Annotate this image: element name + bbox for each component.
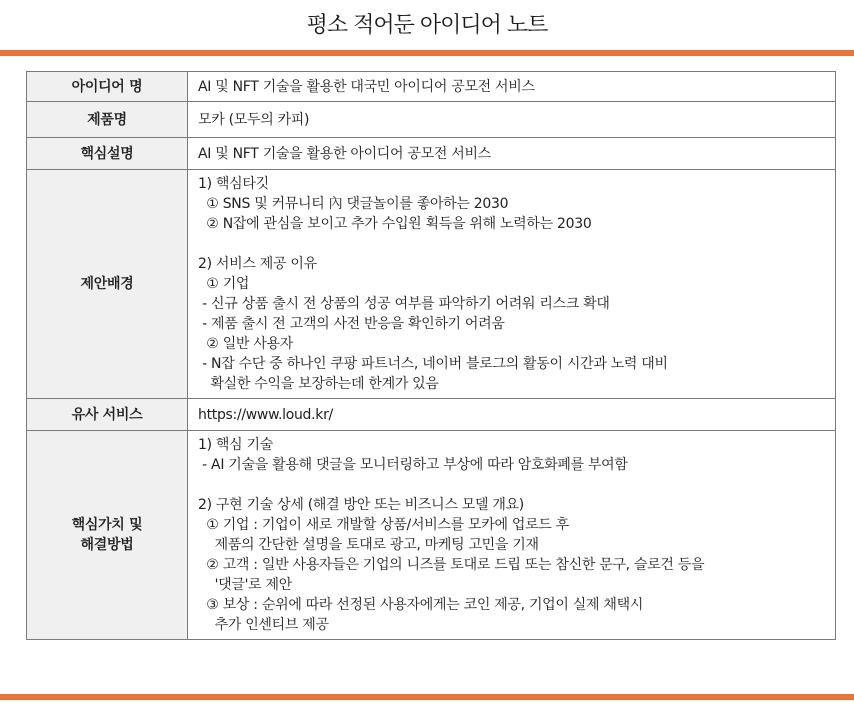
label-background: 제안배경 — [27, 170, 188, 399]
value-line: ① 기업 — [198, 276, 250, 292]
value-line — [198, 475, 825, 495]
value-line: 2) 서비스 제공 이유 — [198, 256, 317, 272]
page-title: 평소 적어둔 아이디어 노트 — [306, 13, 548, 38]
value-core-description — [188, 138, 836, 170]
value-core-value — [188, 431, 836, 640]
value-line: 추가 인센티브 제공 — [198, 617, 329, 633]
row-background — [27, 170, 836, 399]
value-line: 확실한 수익을 보장하는데 한계가 있음 — [198, 376, 439, 392]
label-core-description: 핵심설명 — [27, 138, 188, 170]
row-product-name — [27, 102, 836, 138]
value-line: ① SNS 및 커뮤니티 內 댓글놀이를 좋아하는 2030 — [198, 196, 509, 212]
idea-table — [26, 71, 836, 640]
value-line: ① 기업 : 기업이 새로 개발할 상품/서비스를 모카에 업로드 후 — [198, 517, 569, 533]
similar-service-url: https://www.loud.kr/ — [198, 406, 333, 423]
label-line: 해결방법 — [80, 537, 134, 553]
value-line: 1) 핵심 기술 — [198, 437, 273, 453]
value-line: ③ 보상 : 순위에 따라 선정된 사용자에게는 코인 제공, 기업이 실제 채택시 — [198, 597, 644, 613]
accent-rule-bottom — [0, 694, 854, 700]
row-core-value — [27, 431, 836, 640]
label-idea-name: 아이디어 명 — [27, 72, 188, 102]
value-line: - AI 기술을 활용해 댓글을 모니터링하고 부상에 따라 암호화폐를 부여함 — [198, 457, 628, 473]
accent-rule-top — [0, 50, 854, 56]
value-line: - 신규 상품 출시 전 상품의 성공 여부를 파악하기 어려워 리스크 확대 — [198, 296, 610, 312]
row-core-description — [27, 138, 836, 170]
value-line: - N잡 수단 중 하나인 쿠팡 파트너스, 네이버 블로그의 활동이 시간과 노력 대비 — [198, 356, 668, 372]
value-line: 모카 (모두의 카피) — [198, 111, 310, 128]
row-idea-name — [27, 72, 836, 102]
value-line: ② N잡에 관심을 보이고 추가 수입원 획득을 위해 노력하는 2030 — [198, 216, 592, 232]
value-line: AI 및 NFT 기술을 활용한 아이디어 공모전 서비스 — [198, 145, 491, 162]
value-similar-service — [188, 399, 836, 431]
value-product-name — [188, 102, 836, 138]
value-line: '댓글'로 제안 — [198, 577, 292, 593]
value-line: 1) 핵심타깃 — [198, 176, 269, 192]
label-product-name: 제품명 — [27, 102, 188, 138]
row-similar-service — [27, 399, 836, 431]
value-line: ② 일반 사용자 — [198, 336, 293, 352]
value-line: 제품의 간단한 설명을 토대로 광고, 마케팅 고민을 기재 — [198, 537, 539, 553]
label-core-value — [27, 431, 188, 640]
label-similar-service: 유사 서비스 — [27, 399, 188, 431]
value-line: - 제품 출시 전 고객의 사전 반응을 확인하기 어려움 — [198, 316, 505, 332]
value-line: AI 및 NFT 기술을 활용한 대국민 아이디어 공모전 서비스 — [198, 78, 535, 95]
value-idea-name — [188, 72, 836, 102]
label-line: 핵심가치 및 — [71, 517, 143, 533]
value-line: 2) 구현 기술 상세 (해결 방안 또는 비즈니스 모델 개요) — [198, 497, 524, 513]
value-line — [198, 234, 825, 254]
value-background — [188, 170, 836, 399]
value-line: ② 고객 : 일반 사용자들은 기업의 니즈를 토대로 드립 또는 참신한 문구, 슬로건 등을 — [198, 557, 705, 573]
